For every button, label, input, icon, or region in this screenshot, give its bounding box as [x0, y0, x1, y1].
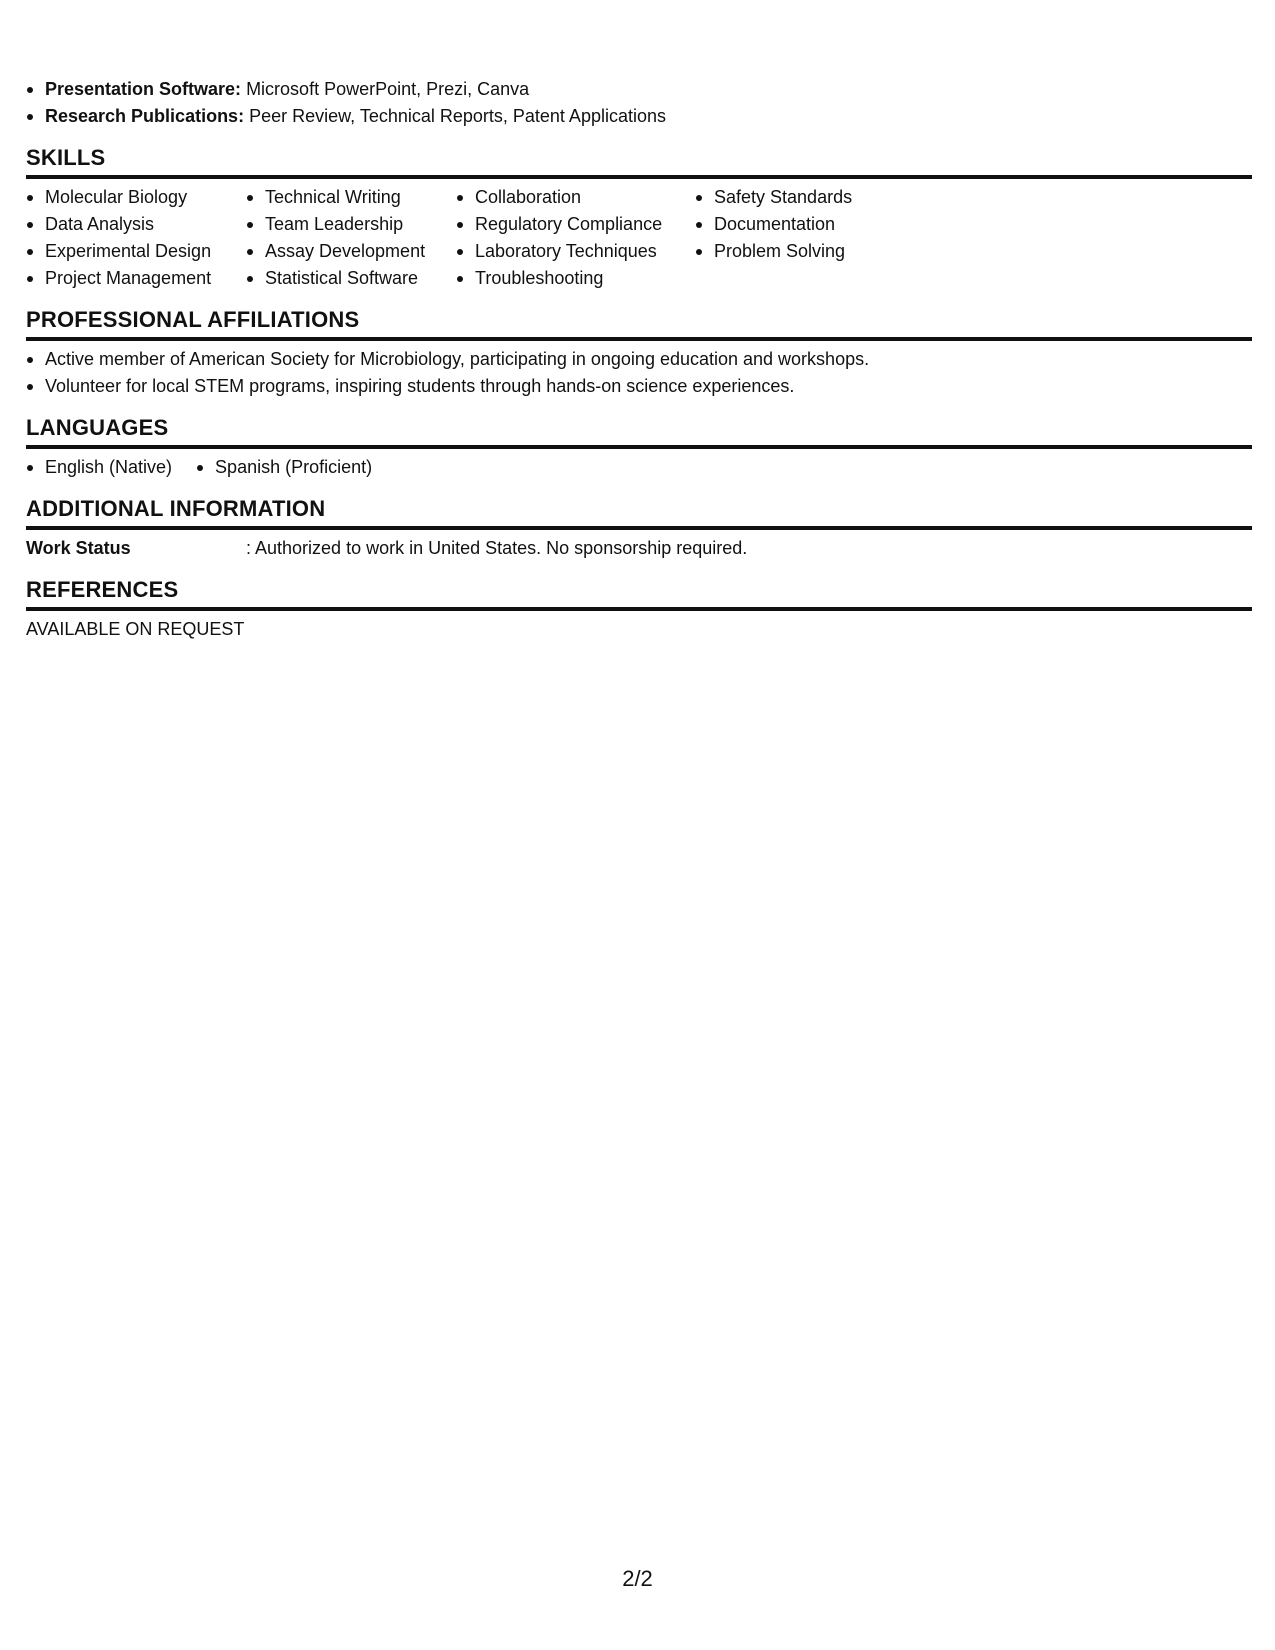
skill-item: Project Management	[26, 265, 222, 292]
affiliations-list	[26, 346, 1252, 400]
skill-item: Statistical Software	[246, 265, 432, 292]
skill-item: Experimental Design	[26, 238, 222, 265]
page-number: 2/2	[622, 1566, 653, 1591]
skill-item: Documentation	[695, 211, 895, 238]
skill-item: Collaboration	[456, 184, 671, 211]
additional-info-section	[26, 495, 1252, 562]
list-item: Active member of American Society for Microbiology, participating in ongoing education and workshops.	[26, 346, 1252, 373]
skill-item: Problem Solving	[695, 238, 895, 265]
tool-category-value: Microsoft PowerPoint, Prezi, Canva	[246, 79, 530, 99]
references-section	[26, 576, 1252, 643]
section-title-skills: SKILLS	[26, 144, 1252, 179]
work-status-row	[26, 535, 1252, 562]
language-item: English (Native)	[26, 454, 172, 481]
list-item	[26, 103, 1252, 130]
skill-item: Molecular Biology	[26, 184, 222, 211]
skills-section	[26, 144, 1252, 292]
tool-category-label: Presentation Software:	[45, 79, 242, 99]
skill-item: Team Leadership	[246, 211, 432, 238]
skill-item: Laboratory Techniques	[456, 238, 671, 265]
list-item	[26, 76, 1252, 103]
section-title-references: REFERENCES	[26, 576, 1252, 611]
section-title-additional: ADDITIONAL INFORMATION	[26, 495, 1252, 530]
skill-item: Troubleshooting	[456, 265, 671, 292]
skill-item: Technical Writing	[246, 184, 432, 211]
skill-item: Regulatory Compliance	[456, 211, 671, 238]
work-status-label: Work Status	[26, 538, 131, 558]
tools-list	[26, 76, 1252, 130]
skill-item: Safety Standards	[695, 184, 895, 211]
section-title-languages: LANGUAGES	[26, 414, 1252, 449]
section-title-affiliations: PROFESSIONAL AFFILIATIONS	[26, 306, 1252, 341]
references-text: AVAILABLE ON REQUEST	[26, 619, 245, 639]
affiliations-section	[26, 306, 1252, 400]
work-status-value: : Authorized to work in United States. No sponsorship required.	[246, 538, 748, 558]
skills-column-4	[695, 184, 895, 292]
skills-grid	[26, 184, 1252, 292]
language-item: Spanish (Proficient)	[196, 454, 372, 481]
skill-item: Assay Development	[246, 238, 432, 265]
skill-item: Data Analysis	[26, 211, 222, 238]
tool-category-value: Peer Review, Technical Reports, Patent Applications	[249, 106, 666, 126]
list-item: Volunteer for local STEM programs, inspiring students through hands-on science experiences.	[26, 373, 1252, 400]
languages-list	[26, 454, 1252, 481]
resume-page	[26, 76, 1252, 643]
languages-section	[26, 414, 1252, 481]
tool-category-label: Research Publications:	[45, 106, 245, 126]
skills-column-2	[246, 184, 432, 292]
skills-column-3	[456, 184, 671, 292]
skills-column-1	[26, 184, 222, 292]
